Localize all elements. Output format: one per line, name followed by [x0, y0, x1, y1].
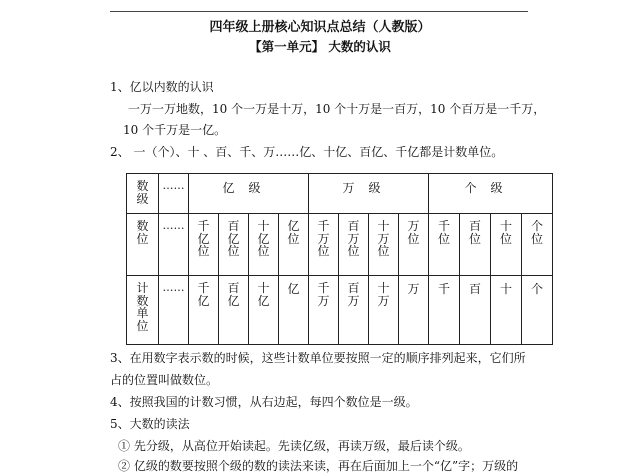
row-label-units: 计数单位 — [127, 276, 159, 345]
unit-cell: 十亿 — [249, 276, 279, 345]
position-cell: 万位 — [399, 214, 429, 276]
ellipsis-cell: …… — [159, 214, 189, 276]
table-row-units — [127, 276, 553, 345]
unit-heading: 【第一单元】 大数的认识 — [249, 39, 391, 54]
row-label-groups: 数级 — [127, 174, 159, 214]
unit-cell: 万 — [399, 276, 429, 345]
unit-cell: 亿 — [279, 276, 309, 345]
position-cell: 百万位 — [339, 214, 369, 276]
unit-cell: 千 — [429, 276, 460, 345]
unit-cell: 百万 — [339, 276, 369, 345]
position-cell: 千亿位 — [189, 214, 219, 276]
table-row-positions — [127, 214, 553, 276]
unit-cell: 百亿 — [219, 276, 249, 345]
position-cell: 十位 — [491, 214, 522, 276]
header-rule — [110, 11, 528, 12]
ellipsis-cell: …… — [159, 276, 189, 345]
page-title: 四年级上册核心知识点总结（人教版） — [209, 20, 431, 35]
unit-cell: 千万 — [309, 276, 339, 345]
position-cell: 千万位 — [309, 214, 339, 276]
group-ge: 个级 — [429, 174, 553, 214]
section-1-heading: 1、亿以内数的认识 — [110, 80, 214, 94]
position-cell: 千位 — [429, 214, 460, 276]
section-5-heading: 5、大数的读法 — [110, 417, 190, 431]
position-cell: 十亿位 — [249, 214, 279, 276]
section-2-text: 2、 一（个）、十 、百、千、万……亿、十亿、百亿、千亿都是计数单位。 — [110, 145, 504, 159]
ellipsis-cell: …… — [159, 174, 189, 214]
position-cell: 个位 — [522, 214, 553, 276]
section-5-item-2: ② 亿级的数要按照个级的数的读法来读，再在后面加上一个“亿”字；万级的 — [118, 459, 519, 473]
section-1-line-1: 一万一万地数，10 个一万是十万，10 个十万是一百万，10 个百万是一千万， — [128, 102, 546, 116]
section-4-text: 4、按照我国的计数习惯，从右边起，每四个数位是一级。 — [110, 395, 418, 409]
unit-cell: 千亿 — [189, 276, 219, 345]
section-3-line-1: 3、在用数字表示数的时候，这些计数单位要按照一定的顺序排列起来，它们所 — [110, 351, 526, 365]
counting-units-table — [126, 173, 553, 345]
group-yi: 亿级 — [189, 174, 309, 214]
table-row-groups — [127, 174, 553, 214]
section-3-line-2: 占的位置叫做数位。 — [110, 373, 219, 387]
unit-cell: 十万 — [369, 276, 399, 345]
unit-cell: 个 — [522, 276, 553, 345]
section-1-line-2: 10 个千万是一亿。 — [123, 123, 227, 137]
position-cell: 亿位 — [279, 214, 309, 276]
group-wan: 万级 — [309, 174, 429, 214]
row-label-positions: 数位 — [127, 214, 159, 276]
position-cell: 百位 — [460, 214, 491, 276]
section-5-item-1: ① 先分级，从高位开始读起。先读亿级，再读万级，最后读个级。 — [118, 439, 470, 453]
position-cell: 百亿位 — [219, 214, 249, 276]
position-cell: 十万位 — [369, 214, 399, 276]
unit-cell: 十 — [491, 276, 522, 345]
unit-cell: 百 — [460, 276, 491, 345]
